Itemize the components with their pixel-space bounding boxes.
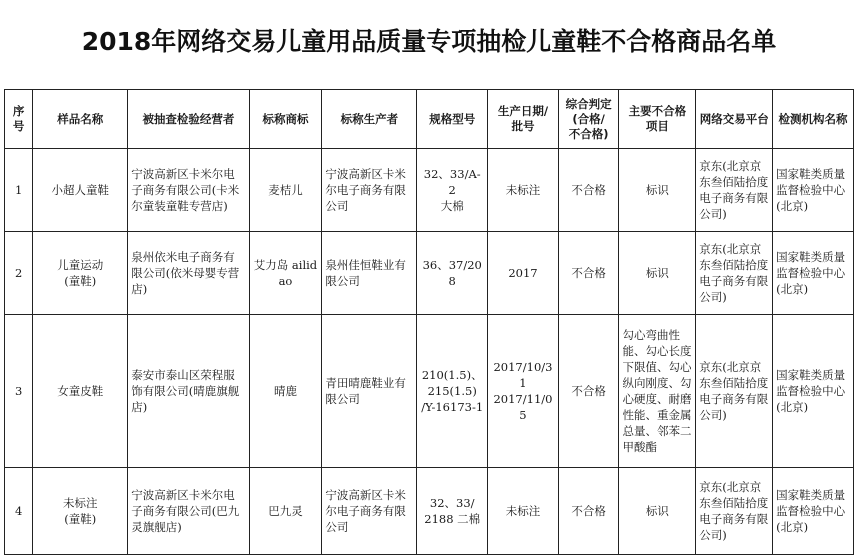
header-platform: 网络交易平台 [696,90,773,149]
row-spec: 32、33/A-2 大棉 [417,149,488,232]
row-verdict: 不合格 [558,315,619,468]
row-brand: 艾力岛 ailidao [249,232,322,315]
row-operator: 宁波高新区卡米尔电子商务有限公司(卡米尔童装童鞋专营店) [128,149,249,232]
row-operator: 泉州依米电子商务有限公司(依米母婴专营店) [128,232,249,315]
row-operator: 泰安市泰山区荣程服饰有限公司(晴鹿旗舰店) [128,315,249,468]
row-date: 2017 [488,232,559,315]
row-brand: 晴鹿 [249,315,322,468]
header-producer: 标称生产者 [322,90,417,149]
row-agency: 国家鞋类质量监督检验中心(北京) [773,232,854,315]
table-row [5,232,854,315]
row-platform: 京东(北京京东叁佰陆拾度电子商务有限公司) [696,468,773,555]
header-items: 主要不合格 项目 [619,90,696,149]
header-operator: 被抽查检验经营者 [128,90,249,149]
row-agency: 国家鞋类质量监督检验中心(北京) [773,468,854,555]
table-row [5,468,854,555]
table-row [5,315,854,468]
row-sample-name: 儿童运动 (童鞋) [33,232,128,315]
row-sample-name: 小超人童鞋 [33,149,128,232]
row-no: 3 [5,315,33,468]
row-items: 标识 [619,149,696,232]
page-title: 2018年网络交易儿童用品质量专项抽检儿童鞋不合格商品名单 [81,27,777,56]
row-items: 勾心弯曲性能、勾心长度下限值、勾心纵向刚度、勾心硬度、耐磨性能、重金属总量、邻苯二甲酸酯 [619,315,696,468]
row-producer: 泉州佳恒鞋业有限公司 [322,232,417,315]
row-platform: 京东(北京京东叁佰陆拾度电子商务有限公司) [696,149,773,232]
row-producer: 宁波高新区卡米尔电子商务有限公司 [322,468,417,555]
header-brand: 标称商标 [249,90,322,149]
nonconforming-products-table [4,89,854,555]
row-sample-name: 女童皮鞋 [33,315,128,468]
row-spec: 210(1.5)、 215(1.5) /Y-16173-1 [417,315,488,468]
row-no: 1 [5,149,33,232]
row-spec: 36、37/208 [417,232,488,315]
row-platform: 京东(北京京东叁佰陆拾度电子商务有限公司) [696,232,773,315]
row-platform: 京东(北京京东叁佰陆拾度电子商务有限公司) [696,315,773,468]
table-row [5,149,854,232]
row-items: 标识 [619,232,696,315]
row-verdict: 不合格 [558,149,619,232]
row-no: 4 [5,468,33,555]
row-producer: 宁波高新区卡米尔电子商务有限公司 [322,149,417,232]
row-items: 标识 [619,468,696,555]
header-verdict: 综合判定 (合格/ 不合格) [558,90,619,149]
header-sample-name: 样品名称 [33,90,128,149]
row-verdict: 不合格 [558,232,619,315]
row-agency: 国家鞋类质量监督检验中心(北京) [773,149,854,232]
row-date: 未标注 [488,468,559,555]
row-brand: 巴九灵 [249,468,322,555]
row-no: 2 [5,232,33,315]
row-date: 未标注 [488,149,559,232]
row-spec: 32、33/ 2188 二棉 [417,468,488,555]
row-agency: 国家鞋类质量监督检验中心(北京) [773,315,854,468]
row-verdict: 不合格 [558,468,619,555]
table-header-row [5,90,854,149]
row-brand: 麦桔儿 [249,149,322,232]
header-date: 生产日期/ 批号 [488,90,559,149]
header-spec: 规格型号 [417,90,488,149]
row-producer: 青田晴鹿鞋业有限公司 [322,315,417,468]
header-no: 序 号 [5,90,33,149]
row-operator: 宁波高新区卡米尔电子商务有限公司(巴九灵旗舰店) [128,468,249,555]
header-agency: 检测机构名称 [773,90,854,149]
row-sample-name: 未标注 (童鞋) [33,468,128,555]
row-date: 2017/10/31 2017/11/05 [488,315,559,468]
